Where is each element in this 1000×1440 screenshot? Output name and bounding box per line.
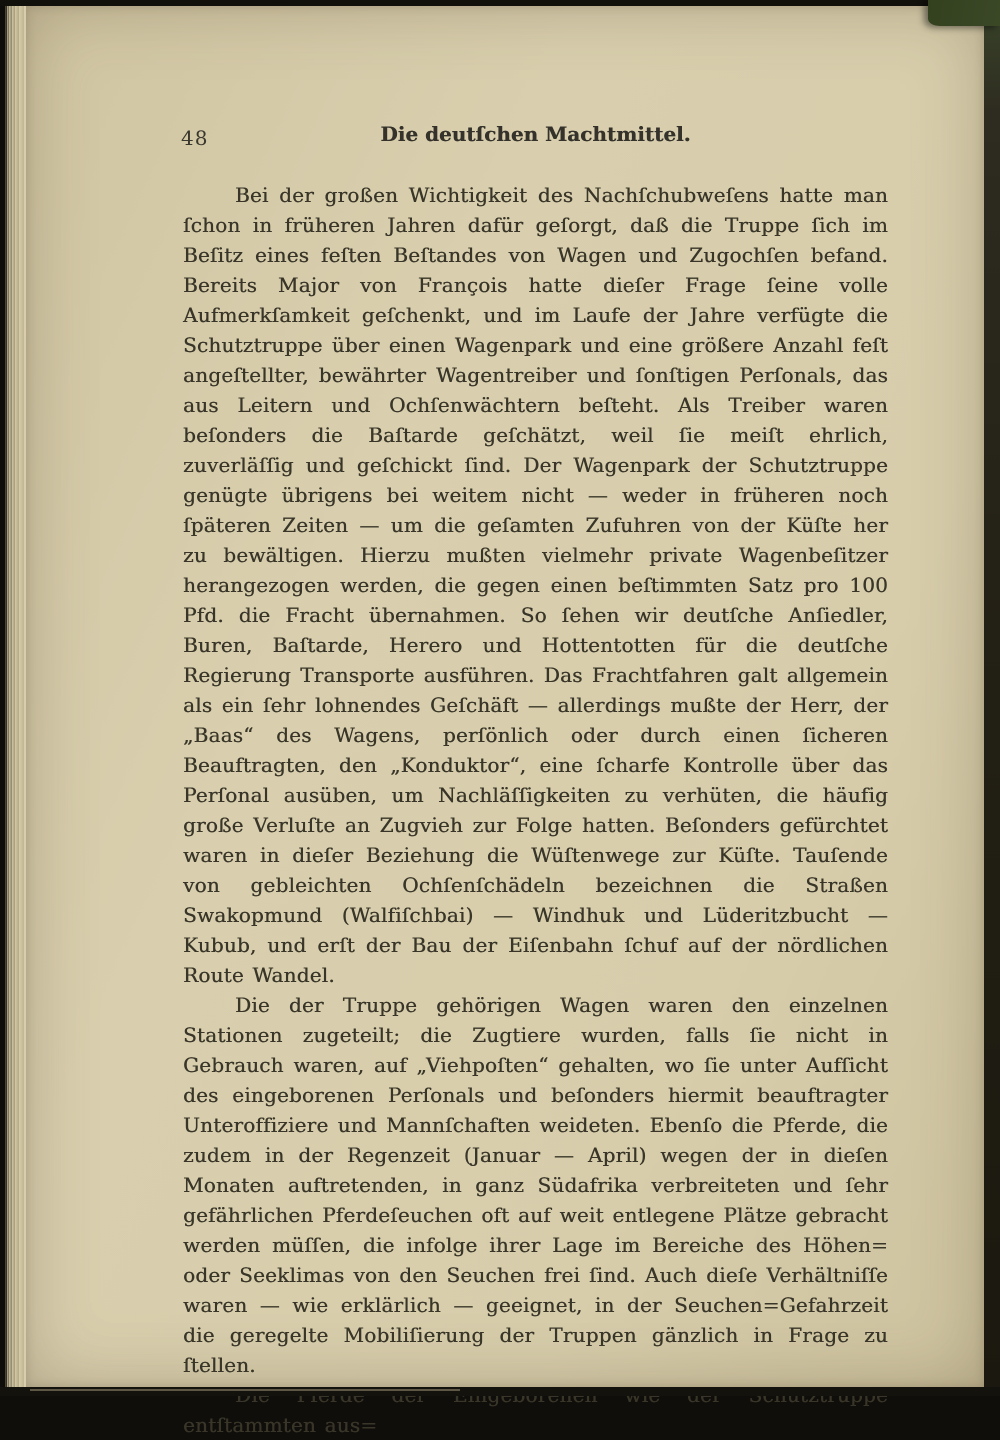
- paragraph: Bei der großen Wichtigkeit des Nachſchubweſens hatte man ſchon in früheren Jahren dafür geſorgt, daß die Truppe ſich im Beſitz eines feſten Beſtandes von Wagen und Zugochſen befand. Bereits Major von François hatte dieſer Frage ſeine volle Aufmerkſamkeit geſchenkt, und im Laufe der Jahre verfügte die Schutztruppe über einen Wagenpark und eine größere Anzahl feſt angeſtellter, bewährter Wagentreiber und ſonſtigen Perſonals, das aus Leitern und Ochſenwächtern beſteht. Als Treiber waren beſonders die Baſtarde geſchätzt, weil ſie meiſt ehrlich, zuverläſſig und geſchickt ſind. Der Wagenpark der Schutztruppe genügte übrigens bei weitem nicht — weder in früheren noch ſpäteren Zeiten — um die geſamten Zufuhren von der Küſte her zu bewältigen. Hierzu mußten vielmehr private Wagenbeſitzer herangezogen werden, die gegen einen beſtimmten Satz pro 100 Pfd. die Fracht übernahmen. So ſehen wir deutſche Anſiedler, Buren, Baſtarde, Herero und Hottentotten für die deutſche Regierung Transporte ausführen. Das Frachtfahren galt allgemein als ein ſehr lohnendes Geſchäft — allerdings mußte der Herr, der „Baas“ des Wagens, perſönlich oder durch einen ſicheren Beauftragten, den „Konduktor“, eine ſcharfe Kontrolle über das Perſonal ausüben, um Nachläſſigkeiten zu verhüten, die häufig große Verluſte an Zugvieh zur Folge hatten. Beſonders gefürchtet waren in dieſer Beziehung die Wüſtenwege zur Küſte. Tauſende von gebleichten Ochſenſchädeln bezeichnen die Straßen Swakopmund (Walfiſchbai) — Windhuk und Lüderitzbucht — Kubub, und erſt der Bau der Eiſenbahn ſchuf auf der nördlichen Route Wandel.: [183, 183, 888, 987]
- scan-edge-top: [0, 0, 1000, 6]
- binding-edge-right: [984, 0, 1000, 1396]
- paragraph: Die der Truppe gehörigen Wagen waren den einzelnen Stationen zugeteilt; die Zugtiere wurden, falls ſie nicht in Gebrauch waren, auf „Viehpoſten“ gehalten, wo ſie unter Aufſicht des eingeborenen Perſonals und beſonders hiermit beauftragter Unteroffiziere und Mannſchaften weideten. Ebenſo die Pferde, die zudem in der Regenzeit (Januar — April) wegen der in dieſen Monaten auftretenden, in ganz Südafrika verbreiteten und ſehr gefährlichen Pferdeſeuchen oft auf weit entlegene Plätze gebracht werden müſſen, die infolge ihrer Lage im Bereiche des Höhen= oder Seeklimas von den Seuchen frei ſind. Auch dieſe Verhältniſſe waren — wie erklärlich — geeignet, in der Seuchen=Gefahrzeit die geregelte Mobiliſierung der Truppen gänzlich in Frage zu ſtellen.: [183, 993, 888, 1377]
- cover-corner-top-right: [928, 0, 1000, 26]
- page-content: [183, 122, 888, 1440]
- paragraph: entſtammten aus=: [183, 1413, 378, 1437]
- page-number: 48: [181, 126, 209, 150]
- running-header: Die deutſchen Machtmittel.: [380, 122, 691, 146]
- page-header: [183, 122, 888, 152]
- page-body: [183, 180, 888, 1440]
- page-stack-edge-bottom: [0, 1387, 1000, 1396]
